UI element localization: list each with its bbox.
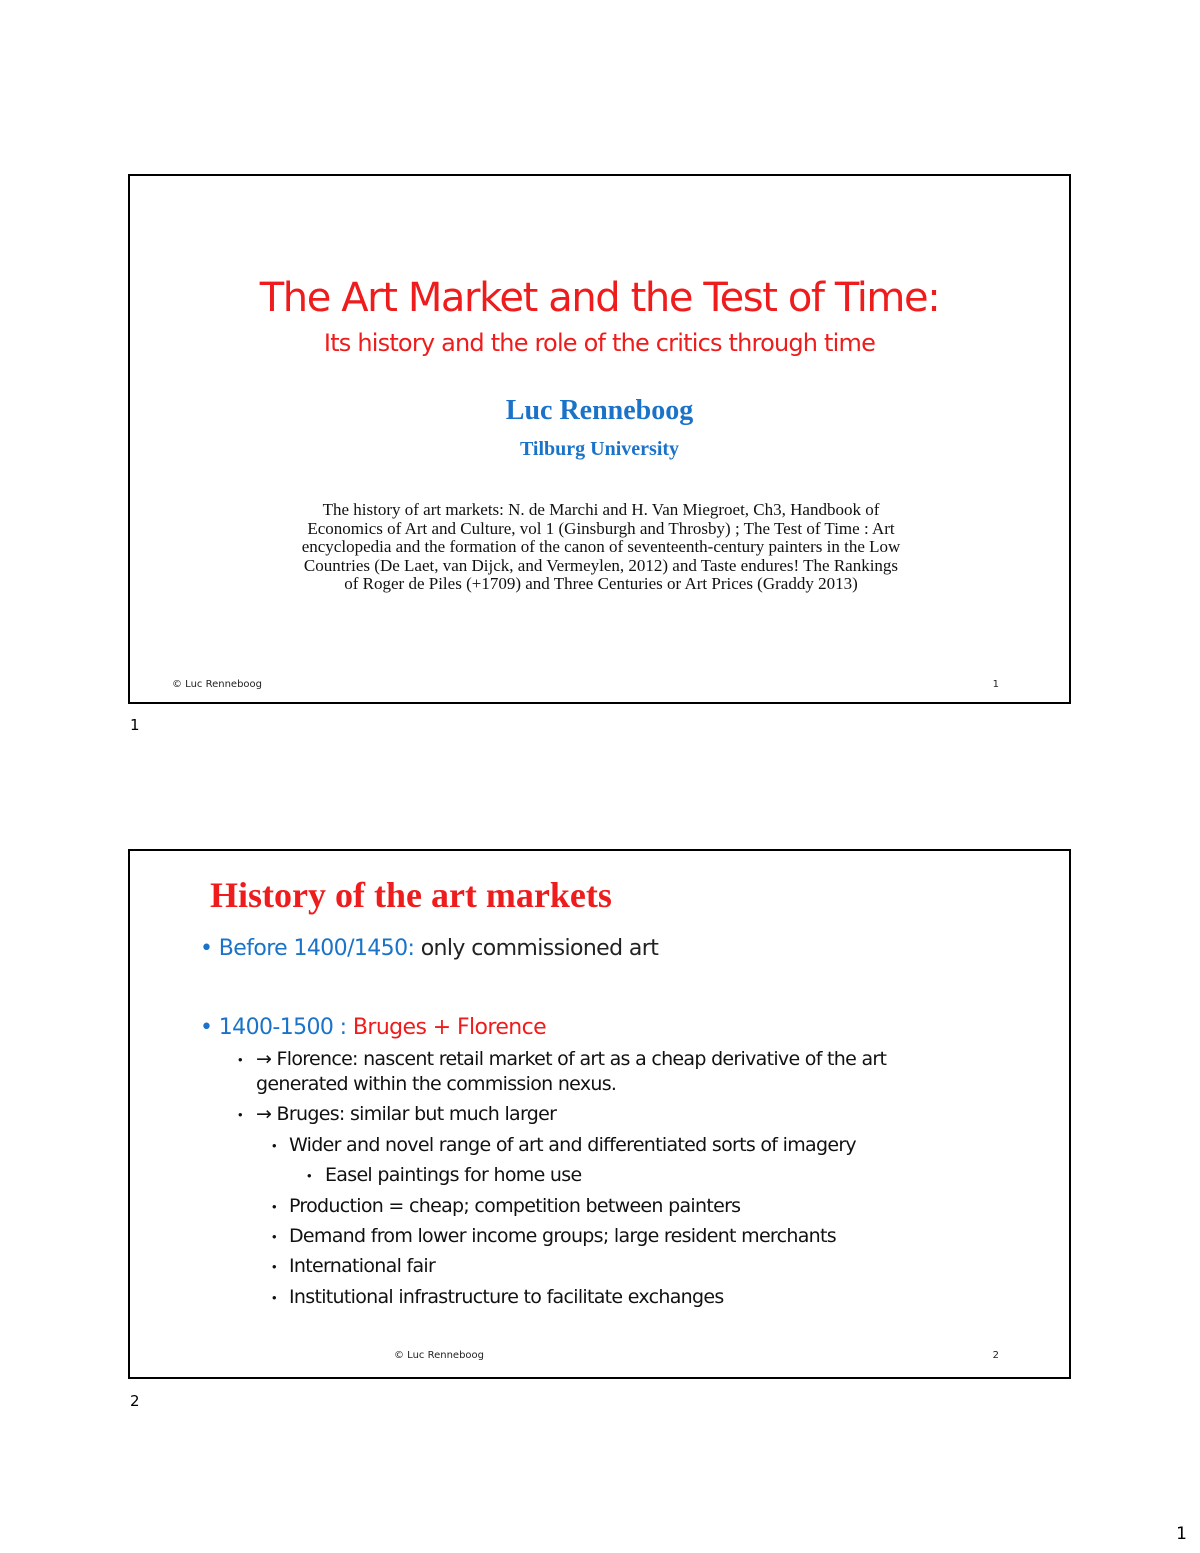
- page-number: 1: [1176, 1524, 1187, 1544]
- bullet-before-1400: [200, 935, 658, 963]
- bullet-1400-1500: [200, 1014, 546, 1042]
- bullet-dot: •: [272, 1199, 277, 1214]
- bruges-subpoint: Wider and novel range of art and differentiated sorts of imagery: [289, 1134, 856, 1156]
- slide-footer-number: 2: [992, 1350, 999, 1361]
- bullet-dot: •: [272, 1290, 277, 1305]
- bullet-dot: •: [272, 1229, 277, 1244]
- slide-1-title: The Art Market and the Test of Time:: [259, 275, 940, 321]
- reference-line: of Roger de Piles (+1709) and Three Centuries or Art Prices (Graddy 2013): [344, 574, 858, 593]
- bruges-subpoint: Demand from lower income groups; large resident merchants: [289, 1225, 836, 1247]
- slide-footer-copyright: © Luc Renneboog: [172, 679, 262, 690]
- slide-1: [128, 174, 1071, 704]
- reference-line: encyclopedia and the formation of the canon of seventeenth-century painters in the Low: [301, 537, 901, 556]
- slide-1-subtitle: Its history and the role of the critics through time: [323, 329, 876, 357]
- bullet-dot: •: [272, 1138, 277, 1153]
- bullet-dot: •: [238, 1107, 243, 1122]
- slide-2-label: 2: [130, 1392, 140, 1410]
- bruges-subpoint: Institutional infrastructure to facilitate exchanges: [289, 1286, 724, 1308]
- bullet-text: Bruges + Florence: [346, 1015, 547, 1040]
- bruges-subpoint: Production = cheap; competition between painters: [289, 1195, 741, 1217]
- reference-line: The history of art markets: N. de Marchi and H. Van Miegroet, Ch3, Handbook of: [322, 500, 880, 519]
- references-block: [240, 501, 962, 594]
- florence-point-continued: generated within the commission nexus.: [256, 1073, 617, 1095]
- slide-footer-copyright: © Luc Renneboog: [394, 1350, 484, 1361]
- bruges-point: → Bruges: similar but much larger: [256, 1103, 557, 1125]
- reference-line: Countries (De Laet, van Dijck, and Vermeylen, 2012) and Taste endures! The Rankings: [303, 555, 899, 575]
- bullet-period: • Before 1400/1450:: [200, 936, 415, 961]
- bullet-dot: •: [238, 1052, 243, 1067]
- slide-2: [128, 849, 1071, 1379]
- easel-subpoint: Easel paintings for home use: [325, 1164, 582, 1186]
- bullet-text: only commissioned art: [414, 936, 659, 961]
- author-name: Luc Renneboog: [505, 395, 694, 426]
- bruges-subpoint: International fair: [289, 1255, 436, 1277]
- author-affiliation: Tilburg University: [519, 438, 680, 460]
- bullet-dot: •: [272, 1259, 277, 1274]
- slide-1-label: 1: [130, 716, 140, 734]
- slide-2-title: History of the art markets: [210, 875, 612, 915]
- bullet-period: • 1400-1500 :: [200, 1015, 347, 1040]
- florence-point: → Florence: nascent retail market of art as a cheap derivative of the art: [256, 1048, 887, 1070]
- reference-line: Economics of Art and Culture, vol 1 (Ginsburgh and Throsby) ; The Test of Time : Art: [307, 518, 895, 538]
- bullet-dot: •: [307, 1168, 312, 1183]
- slide-footer-number: 1: [992, 679, 999, 690]
